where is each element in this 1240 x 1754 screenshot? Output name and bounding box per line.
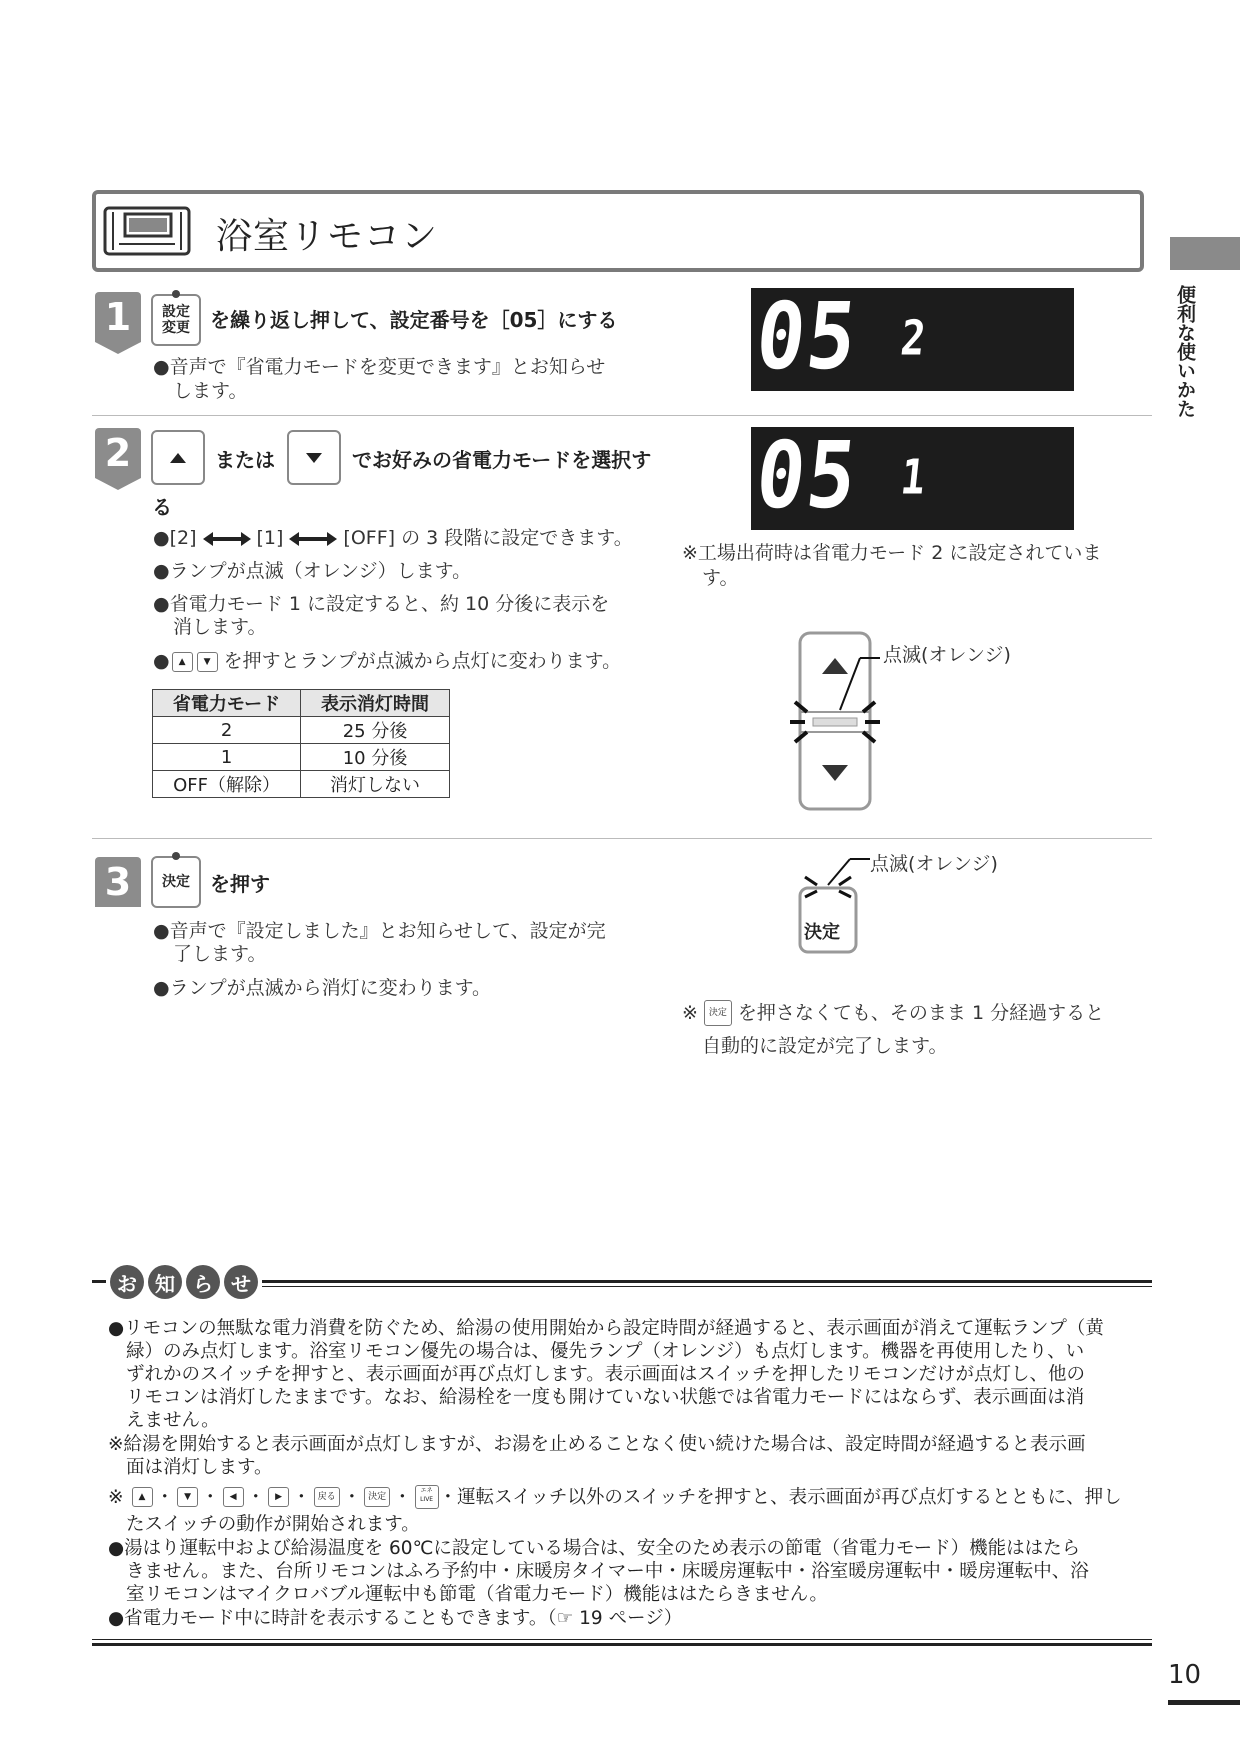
table-row <box>153 771 450 798</box>
lcd-value-step1: 2 <box>898 311 928 367</box>
oshirase-line: ●省電力モード中に時計を表示することもできます。（☞ 19 ページ） <box>108 1608 683 1629</box>
oshirase-bottom-thick <box>92 1643 1152 1646</box>
double-arrow-icon <box>203 531 251 547</box>
step2-bullet-lamp: ●ランプが点滅（オレンジ）します。 <box>153 560 472 582</box>
double-arrow-icon <box>289 531 337 547</box>
mini-confirm-key-icon: 決定 <box>704 1000 732 1026</box>
step3-badge <box>95 857 141 907</box>
oshirase-char: せ <box>224 1265 258 1299</box>
confirm-key-label: 決定 <box>162 874 190 890</box>
side-tab <box>1170 237 1240 270</box>
oshirase-line: ※給湯を開始すると表示画面が点灯しますが、お湯を止めることなく使い続けた場合は、設定時間が経過すると表示画 <box>108 1434 1086 1455</box>
oshirase-key-text: ・運転スイッチ以外のスイッチを押すと、表示画面が再び点灯するとともに、押し <box>438 1486 1122 1508</box>
lcd-display-step1 <box>751 283 1074 391</box>
lcd-code-step2: 05 <box>751 422 863 529</box>
page-number-underline <box>1168 1700 1240 1705</box>
table-cell: 2 <box>153 717 301 744</box>
step2-cycle-line <box>153 527 633 550</box>
step2-bullet-mode1-line2: 消します。 <box>173 616 267 638</box>
step3-bullet-1: ●音声で『設定しました』とお知らせして、設定が完 <box>153 920 606 942</box>
oshirase-line: 面は消灯します。 <box>126 1457 273 1478</box>
oshirase-line: たスイッチの動作が開始されます。 <box>126 1514 420 1535</box>
press-text: を押すとランプが点滅から点灯に変わります。 <box>223 650 622 672</box>
step3-note-mark: ※ <box>682 1002 698 1024</box>
bullet-dot: ● <box>153 650 170 672</box>
confirm-key[interactable] <box>151 856 201 908</box>
page-number: 10 <box>1168 1660 1202 1690</box>
step2-title-line1: でお好みの省電力モードを選択す <box>352 448 652 472</box>
oshirase-line-left <box>92 1280 106 1283</box>
table-row <box>153 717 450 744</box>
step2-connector: または <box>215 448 275 472</box>
step3-bullet-2: 了します。 <box>173 943 267 965</box>
divider <box>92 415 1152 416</box>
table-cell: OFF（解除） <box>153 771 301 798</box>
down-arrow-icon <box>304 451 324 465</box>
lcd-display-step2 <box>751 422 1074 530</box>
oshirase-line: きません。また、台所リモコンはふろ予約中・床暖房タイマー中・床暖房運転中・浴室暖房運転中・暖房運転中、浴 <box>126 1561 1089 1582</box>
oshirase-line: えません。 <box>126 1410 220 1431</box>
cycle-mode-off: [OFF] の 3 段階に設定できます。 <box>343 527 633 549</box>
mini-right-key-icon: ▶ <box>268 1487 289 1507</box>
oshirase-line: リモコンは消灯したままです。なお、給湯栓を一度も開けていない状態では省電力モードにはならず、表示画面は消 <box>126 1387 1085 1408</box>
oshirase-bottom-thin <box>92 1639 1152 1640</box>
up-arrow-icon <box>168 451 188 465</box>
mini-confirm-key-icon: 決定 <box>364 1487 390 1507</box>
mini-down-key-icon: ▼ <box>177 1487 198 1507</box>
confirm-illustration-label: 決定 <box>804 922 840 943</box>
step1-number: 1 <box>95 292 141 342</box>
step1-title: を繰り返し押して、設定番号を［05］にする <box>210 308 618 332</box>
table-header: 省電力モード <box>153 690 301 717</box>
oshirase-key-line: ※ ▲ ・ ▼ ・ ◀ ・ ▶ ・ 戻る ・ 決定 ・ エネLIVE ・運転スイッチ以外のスイッチを押すと、表示画面が再び点灯するとともに、押し <box>108 1486 1122 1508</box>
oshirase-char: ら <box>186 1265 220 1299</box>
step2-title-line2: る <box>152 495 172 519</box>
oshirase-heading <box>110 1265 258 1299</box>
oshirase-line: ●湯はり運転中および給湯温度を 60℃に設定している場合は、安全のため表示の節電（省電力モード）機能ははたら <box>108 1538 1081 1559</box>
step3-title: を押す <box>210 872 270 896</box>
mini-up-key-icon: ▲ <box>132 1487 153 1507</box>
oshirase-line: ●リモコンの無駄な電力消費を防ぐため、給湯の使用開始から設定時間が経過すると、表示画面が消えて運転ランプ（黄 <box>108 1318 1104 1339</box>
side-label: 便利な使いかた <box>1174 285 1196 418</box>
table-cell: 1 <box>153 744 301 771</box>
cycle-mode-2: ●[2] <box>153 527 197 549</box>
oshirase-line-thin <box>262 1286 1152 1287</box>
oshirase-line: 室リモコンはマイクロバブル運転中も節電（省電力モード）機能ははたらきません。 <box>126 1584 828 1605</box>
oshirase-char: 知 <box>148 1265 182 1299</box>
table-cell: 10 分後 <box>301 744 450 771</box>
oshirase-line: 緑）のみ点灯します。浴室リモコン優先の場合は、優先ランプ（オレンジ）も点灯します。機器を再使用したり、い <box>126 1341 1085 1362</box>
divider <box>92 838 1152 839</box>
up-down-button-illustration <box>785 630 895 815</box>
step3-bullet-3: ●ランプが点滅から消灯に変わります。 <box>153 977 492 999</box>
step1-bullet-1: ●音声で『省電力モードを変更できます』とお知らせ <box>153 356 606 378</box>
step2-bullet-mode1-line1: ●省電力モード 1 に設定すると、約 10 分後に表示を <box>153 593 610 615</box>
step1-bullet-2: します。 <box>173 380 248 402</box>
mini-back-key-icon: 戻る <box>314 1487 340 1507</box>
step2-number: 2 <box>95 428 141 478</box>
section-title: 浴室リモコン <box>216 216 439 257</box>
table-row <box>153 744 450 771</box>
table-header: 表示消灯時間 <box>301 690 450 717</box>
up-key[interactable] <box>151 430 205 485</box>
lcd-code-step1: 05 <box>751 283 863 390</box>
step2-badge <box>95 428 141 490</box>
step1-badge <box>95 292 141 354</box>
step2-callout: 点滅(オレンジ) <box>883 644 1011 666</box>
oshirase-line: ずれかのスイッチを押すと、表示画面が再び点灯します。表示画面はスイッチを押したリモコンだけが点灯し、他の <box>126 1364 1086 1385</box>
table-cell: 25 分後 <box>301 717 450 744</box>
oshirase-line-right <box>262 1280 1152 1283</box>
setting-change-key[interactable] <box>151 294 201 346</box>
step2-note-line2: す。 <box>702 567 739 589</box>
setting-change-key-line2: 変更 <box>162 320 190 336</box>
cycle-mode-1: [1] <box>256 527 284 549</box>
bathroom-remote-icon <box>103 206 191 256</box>
step3-note-text: を押さなくても、そのまま 1 分経過すると <box>737 1002 1105 1024</box>
mini-eco-live-key-icon: エネLIVE <box>415 1485 439 1509</box>
oshirase-char: お <box>110 1265 144 1299</box>
step3-note-line2: 自動的に設定が完了します。 <box>702 1035 948 1057</box>
step2-bullet-press <box>153 650 621 673</box>
mini-down-key-icon: ▼ <box>197 652 218 672</box>
mini-left-key-icon: ◀ <box>223 1487 244 1507</box>
step3-callout: 点滅(オレンジ) <box>870 853 998 875</box>
step3-number: 3 <box>95 857 141 907</box>
setting-change-key-line1: 設定 <box>162 304 190 320</box>
oshirase-key-mark: ※ <box>108 1486 124 1508</box>
step2-note-line1: ※工場出荷時は省電力モード 2 に設定されていま <box>682 542 1102 564</box>
mini-up-key-icon: ▲ <box>172 652 193 672</box>
table-cell: 消灯しない <box>301 771 450 798</box>
step3-note-line1 <box>682 1000 1104 1026</box>
power-mode-table <box>152 689 450 798</box>
lcd-value-step2: 1 <box>898 450 928 506</box>
down-key[interactable] <box>287 430 341 485</box>
